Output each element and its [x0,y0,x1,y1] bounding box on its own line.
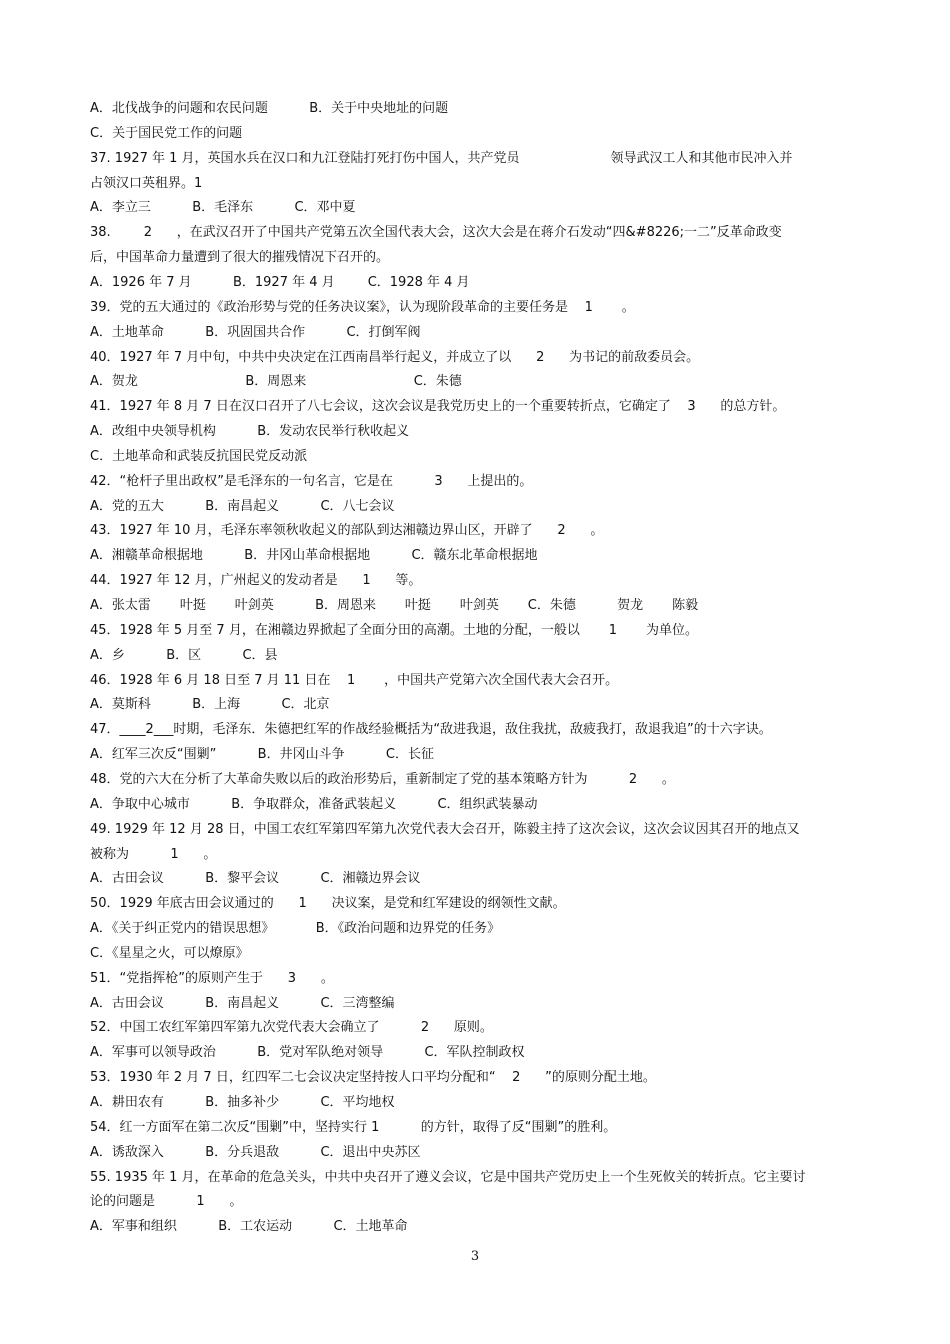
text-line: 45．1928 年 5 月至 7 月，在湘赣边界掀起了全面分田的高潮。土地的分配，一般以 1 为单位。 [90,622,698,638]
text-line: 49. 1929 年 12 月 28 日，中国工农红军第四军第九次党代表大会召开，陈毅主持了这次会议，这次会议因其召开的地点又 [90,821,800,837]
text-line: A．乡 B．区 C．县 [90,647,278,663]
text-line: 43．1927 年 10 月，毛泽东率领秋收起义的部队到达湘赣边界山区，开辟了 2 。 [90,523,604,539]
text-line: 46．1928 年 6 月 18 日至 7 月 11 日在 1 ，中国共产党第六次全国代表大会召开。 [90,672,619,688]
text-line: 48．党的六大在分析了大革命失败以后的政治形势后，重新制定了党的基本策略方针为 2 。 [90,771,675,787]
text-line: 42．“枪杆子里出政权”是毛泽东的一句名言，它是在 3 上提出的。 [90,473,533,489]
text-line: 50．1929 年底古田会议通过的 1 决议案，是党和红军建设的纲领性文献。 [90,896,566,912]
text-line: 38. 2 ，在武汉召开了中国共产党第五次全国代表大会，这次大会是在蒋介石发动“四&#8226;一二”反革命政变 [90,225,782,241]
text-line: C．《星星之火，可以燎原》 [90,945,249,961]
text-line: A．古田会议 B．南昌起义 C．三湾整编 [90,995,395,1011]
text-line: 39．党的五大通过的《政治形势与党的任务决议案》，认为现阶段革命的主要任务是 1 。 [90,299,635,315]
text-line: A．红军三次反“围剿” B．井冈山斗争 C．长征 [90,747,435,763]
text-line: 53．1930 年 2 月 7 日，红四军二七会议决定坚持按人口平均分配和“ 2 ”的原则分配土地。 [90,1070,656,1086]
text-line: 55. 1935 年 1 月，在革命的危急关头，中共中央召开了遵义会议，它是中国共产党历史上一个生死攸关的转折点。它主要讨 [90,1169,806,1185]
text-line: 52．中国工农红军第四军第九次党代表大会确立了 2 原则。 [90,1020,493,1036]
text-line: C．关于国民党工作的问题 [90,125,243,141]
text-line: A．古田会议 B．黎平会议 C．湘赣边界会议 [90,871,421,887]
text-line: 37. 1927 年 1 月，英国水兵在汉口和九江登陆打死打伤中国人，共产党员 领导武汉工人和其他市民冲入并 [90,150,793,166]
text-line: 51．“党指挥枪”的原则产生于 3 。 [90,970,334,986]
text-line: A．军事可以领导政治 B．党对军队绝对领导 C．军队控制政权 [90,1045,525,1061]
text-line: A．争取中心城市 B．争取群众，准备武装起义 C．组织武装暴动 [90,796,538,812]
text-line: 40．1927 年 7 月中旬，中共中央决定在江西南昌举行起义，并成立了以 2 为书记的前敌委员会。 [90,349,700,365]
text-line: 占领汉口英租界。1 [90,175,203,191]
text-line: A．党的五大 B．南昌起义 C．八七会议 [90,498,395,514]
text-line: 41．1927 年 8 月 7 日在汉口召开了八七会议，这次会议是我党历史上的一个重要转折点，它确定了 3 的总方针。 [90,399,786,415]
text-line: A．改组中央领导机构 B．发动农民举行秋收起义 [90,424,410,440]
text-line: A．贺龙 B．周恩来 C．朱德 [90,374,462,390]
text-line: C．土地革命和武装反抗国民党反动派 [90,448,308,464]
text-line: 后，中国革命力量遭到了很大的摧残情况下召开的。 [90,250,390,266]
text-line: 47．____2___时期，毛泽东．朱德把红军的作战经验概括为“敌进我退，敌住我扰，敌疲我打，敌退我追”的十六字诀。 [90,722,772,738]
text-line: 44．1927 年 12 月，广州起义的发动者是 1 等。 [90,573,422,589]
text-line: 论的问题是 1 。 [90,1194,243,1210]
text-line: A．军事和组织 B．工农运动 C．土地革命 [90,1219,408,1235]
text-line: A．莫斯科 B．上海 C．北京 [90,697,330,713]
text-line: A．湘赣革命根据地 B．井冈山革命根据地 C．赣东北革命根据地 [90,548,538,564]
text-line: 被称为 1 。 [90,846,217,862]
text-line: A．诱敌深入 B．分兵退敌 C．退出中央苏区 [90,1144,421,1160]
text-line: 54．红一方面军在第二次反“围剿”中，坚持实行 1 的方针，取得了反“围剿”的胜利。 [90,1119,617,1135]
text-line: A．耕田农有 B．抽多补少 C．平均地权 [90,1095,395,1110]
text-line: A．1926 年 7 月 B．1927 年 4 月 C．1928 年 4 月 [90,274,470,290]
text-line: A．土地革命 B．巩固国共合作 C．打倒军阀 [90,324,421,340]
text-line: A．北伐战争的问题和农民问题 B．关于中央地址的问题 [90,101,449,116]
text-line: A．《关于纠正党内的错误思想》 B．《政治问题和边界党的任务》 [90,921,501,937]
text-line: A．李立三 B．毛泽东 C．邓中夏 [90,200,356,216]
page-number: 3 [470,1249,480,1264]
text-line: A．张太雷 叶挺 叶剑英 B．周恩来 叶挺 叶剑英 C．朱德 贺龙 陈毅 [90,598,699,613]
